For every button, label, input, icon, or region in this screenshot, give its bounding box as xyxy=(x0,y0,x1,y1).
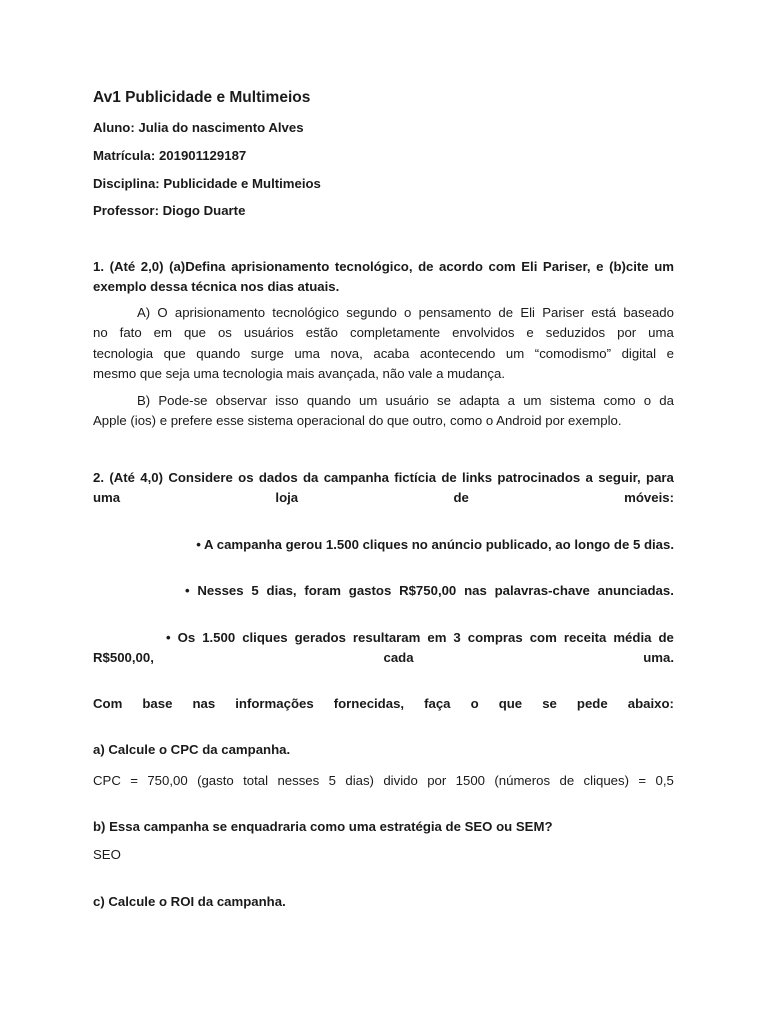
word: e xyxy=(526,325,534,340)
word: o xyxy=(470,696,479,711)
word: 750,00 xyxy=(147,773,188,788)
word: cliques xyxy=(242,630,288,645)
answer-2b: SEO xyxy=(93,847,121,862)
word: patrocinados xyxy=(497,470,581,485)
word: base xyxy=(142,696,173,711)
answer-1a-line xyxy=(93,303,674,324)
word: 1. xyxy=(93,259,104,274)
word: isso xyxy=(275,393,299,408)
word: tecnologia xyxy=(93,346,154,361)
answer-1a-line xyxy=(93,344,674,365)
word: de xyxy=(498,305,514,320)
word: está xyxy=(591,305,617,320)
question-2-prompt xyxy=(93,468,674,489)
bullet-clicks: • A campanha gerou 1.500 cliques no anúncio publicado, ao longo de 5 dias. xyxy=(196,537,674,552)
word: de xyxy=(559,773,575,788)
word: “comodismo” xyxy=(534,346,612,361)
word: 4,0) xyxy=(140,470,164,485)
word: pensamento xyxy=(418,305,492,320)
word: A) xyxy=(137,305,151,320)
word: usuários xyxy=(243,325,294,340)
word: móveis: xyxy=(624,490,674,505)
word: abaixo: xyxy=(627,696,674,711)
word: que xyxy=(498,696,523,711)
question-2a: a) Calcule o CPC da campanha. xyxy=(93,742,291,757)
word: dias) xyxy=(345,773,374,788)
word: os xyxy=(217,325,232,340)
word: com xyxy=(529,630,557,645)
word: por xyxy=(617,325,637,340)
word: 1500 xyxy=(455,773,485,788)
word: da xyxy=(303,470,319,485)
word: 5 xyxy=(251,583,259,598)
word: Pariser xyxy=(542,305,584,320)
word: um xyxy=(505,346,525,361)
word: Pode-se xyxy=(158,393,208,408)
word: aprisionamento xyxy=(174,305,266,320)
bullet-spend xyxy=(93,581,674,602)
word: da xyxy=(659,393,674,408)
word: nesses xyxy=(277,773,320,788)
word: digital xyxy=(621,346,657,361)
word: foram xyxy=(304,583,341,598)
word: Nesses xyxy=(197,583,244,598)
word: receita xyxy=(563,630,607,645)
word: dados xyxy=(258,470,298,485)
word: se xyxy=(437,393,451,408)
word: nas xyxy=(192,696,216,711)
word: em xyxy=(153,325,172,340)
word: (a)Defina xyxy=(169,259,226,274)
word: no xyxy=(93,325,108,340)
word: envolvidos xyxy=(452,325,515,340)
word: acaba xyxy=(373,346,410,361)
word: quando xyxy=(196,346,241,361)
word: usuário xyxy=(385,393,429,408)
word: 5 xyxy=(328,773,336,788)
word: campanha xyxy=(323,470,389,485)
teacher-name: Professor: Diogo Duarte xyxy=(93,203,246,218)
word: um xyxy=(359,393,378,408)
word: compras xyxy=(467,630,523,645)
word: sistema xyxy=(549,393,596,408)
question-1-prompt xyxy=(93,257,674,278)
word: (gasto xyxy=(197,773,234,788)
word: dias, xyxy=(266,583,297,598)
word: para xyxy=(646,470,674,485)
word: (Até xyxy=(109,470,135,485)
subject-name: Disciplina: Publicidade e Multimeios xyxy=(93,176,321,191)
word: anunciadas. xyxy=(597,583,674,598)
word: de xyxy=(418,259,434,274)
word: Pariser, xyxy=(542,259,591,274)
word: (b)cite xyxy=(609,259,649,274)
word: se xyxy=(542,696,557,711)
word: de xyxy=(453,490,469,505)
word: uma. xyxy=(643,650,674,665)
word: fato xyxy=(119,325,142,340)
word: de xyxy=(441,470,457,485)
word: Os xyxy=(177,630,196,645)
word: tecnológico, xyxy=(334,259,413,274)
word: B) xyxy=(137,393,151,408)
word: de xyxy=(658,630,674,645)
word: seduzidos xyxy=(545,325,606,340)
word: em xyxy=(427,630,447,645)
word: que xyxy=(183,325,206,340)
word: total xyxy=(243,773,269,788)
word: uma xyxy=(648,325,674,340)
word: loja xyxy=(275,490,299,505)
word: nova, xyxy=(330,346,363,361)
word: • xyxy=(166,630,171,645)
word: CPC xyxy=(93,773,121,788)
word: gastos xyxy=(348,583,392,598)
question-2-prompt-cont xyxy=(93,488,674,509)
word: fornecidas, xyxy=(333,696,405,711)
word: uma xyxy=(294,346,320,361)
answer-1a-line: mesmo que seja uma tecnologia mais avançada, não vale a mudança. xyxy=(93,366,505,381)
word: informações xyxy=(235,696,314,711)
word: O xyxy=(157,305,168,320)
word: um xyxy=(523,393,542,408)
word: 1.500 xyxy=(202,630,236,645)
word: adapta xyxy=(459,393,500,408)
word: a xyxy=(507,393,515,408)
word: resultaram xyxy=(352,630,421,645)
word: Eli xyxy=(520,305,535,320)
word: cliques) xyxy=(583,773,629,788)
word: seguir, xyxy=(598,470,641,485)
bullet-purchases xyxy=(93,628,674,649)
word: o xyxy=(404,305,412,320)
answer-1a-line xyxy=(93,323,674,344)
word: (números xyxy=(494,773,551,788)
word: e xyxy=(666,346,674,361)
word: Com xyxy=(93,696,123,711)
word: os xyxy=(238,470,254,485)
question-2b: b) Essa campanha se enquadraria como uma estratégia de SEO ou SEM? xyxy=(93,819,553,834)
bullet-purchases-cont xyxy=(93,648,674,669)
word: observar xyxy=(215,393,267,408)
word: a xyxy=(585,470,593,485)
word: surge xyxy=(250,346,284,361)
word: quando xyxy=(306,393,351,408)
answer-1b-line xyxy=(93,391,674,412)
word: = xyxy=(130,773,138,788)
word: média xyxy=(613,630,652,645)
word: fictícia xyxy=(394,470,437,485)
word: que xyxy=(163,346,186,361)
word: links xyxy=(462,470,493,485)
word: pede xyxy=(576,696,608,711)
word: completamente xyxy=(349,325,441,340)
answer-1b-line: Apple (ios) e prefere esse sistema operacional do que outro, como o Android por exemplo. xyxy=(93,413,622,428)
question-2c: c) Calcule o ROI da campanha. xyxy=(93,894,286,909)
word: aprisionamento xyxy=(231,259,330,274)
word: cada xyxy=(383,650,414,665)
instruction-line xyxy=(93,694,674,715)
word: Eli xyxy=(521,259,538,274)
word: = xyxy=(638,773,647,788)
word: tecnológico xyxy=(272,305,339,320)
word: palavras-chave xyxy=(494,583,590,598)
word: estão xyxy=(305,325,338,340)
word: por xyxy=(427,773,447,788)
word: 2. xyxy=(93,470,104,485)
word: nas xyxy=(464,583,487,598)
word: 0,5 xyxy=(655,773,674,788)
word: gerados xyxy=(294,630,346,645)
word: R$500,00, xyxy=(93,650,154,665)
word: e xyxy=(596,259,604,274)
word: 2,0) xyxy=(140,259,164,274)
word: R$750,00 xyxy=(399,583,457,598)
word: divido xyxy=(383,773,418,788)
word: como xyxy=(603,393,636,408)
word: 3 xyxy=(453,630,461,645)
word: faça xyxy=(424,696,451,711)
word: com xyxy=(488,259,516,274)
word: o xyxy=(643,393,652,408)
word: acordo xyxy=(439,259,483,274)
word: acontecendo xyxy=(419,346,496,361)
word: • xyxy=(185,583,190,598)
word: um xyxy=(654,259,674,274)
word: Considere xyxy=(168,470,233,485)
word: uma xyxy=(93,490,121,505)
word: segundo xyxy=(346,305,397,320)
question-1-prompt-cont: exemplo dessa técnica nos dias atuais. xyxy=(93,279,340,294)
answer-2a xyxy=(93,771,674,792)
word: baseado xyxy=(623,305,674,320)
student-name: Aluno: Julia do nascimento Alves xyxy=(93,120,304,135)
document-title: Av1 Publicidade e Multimeios xyxy=(93,89,311,106)
word: (Até xyxy=(109,259,136,274)
enrollment-number: Matrícula: 201901129187 xyxy=(93,148,247,163)
